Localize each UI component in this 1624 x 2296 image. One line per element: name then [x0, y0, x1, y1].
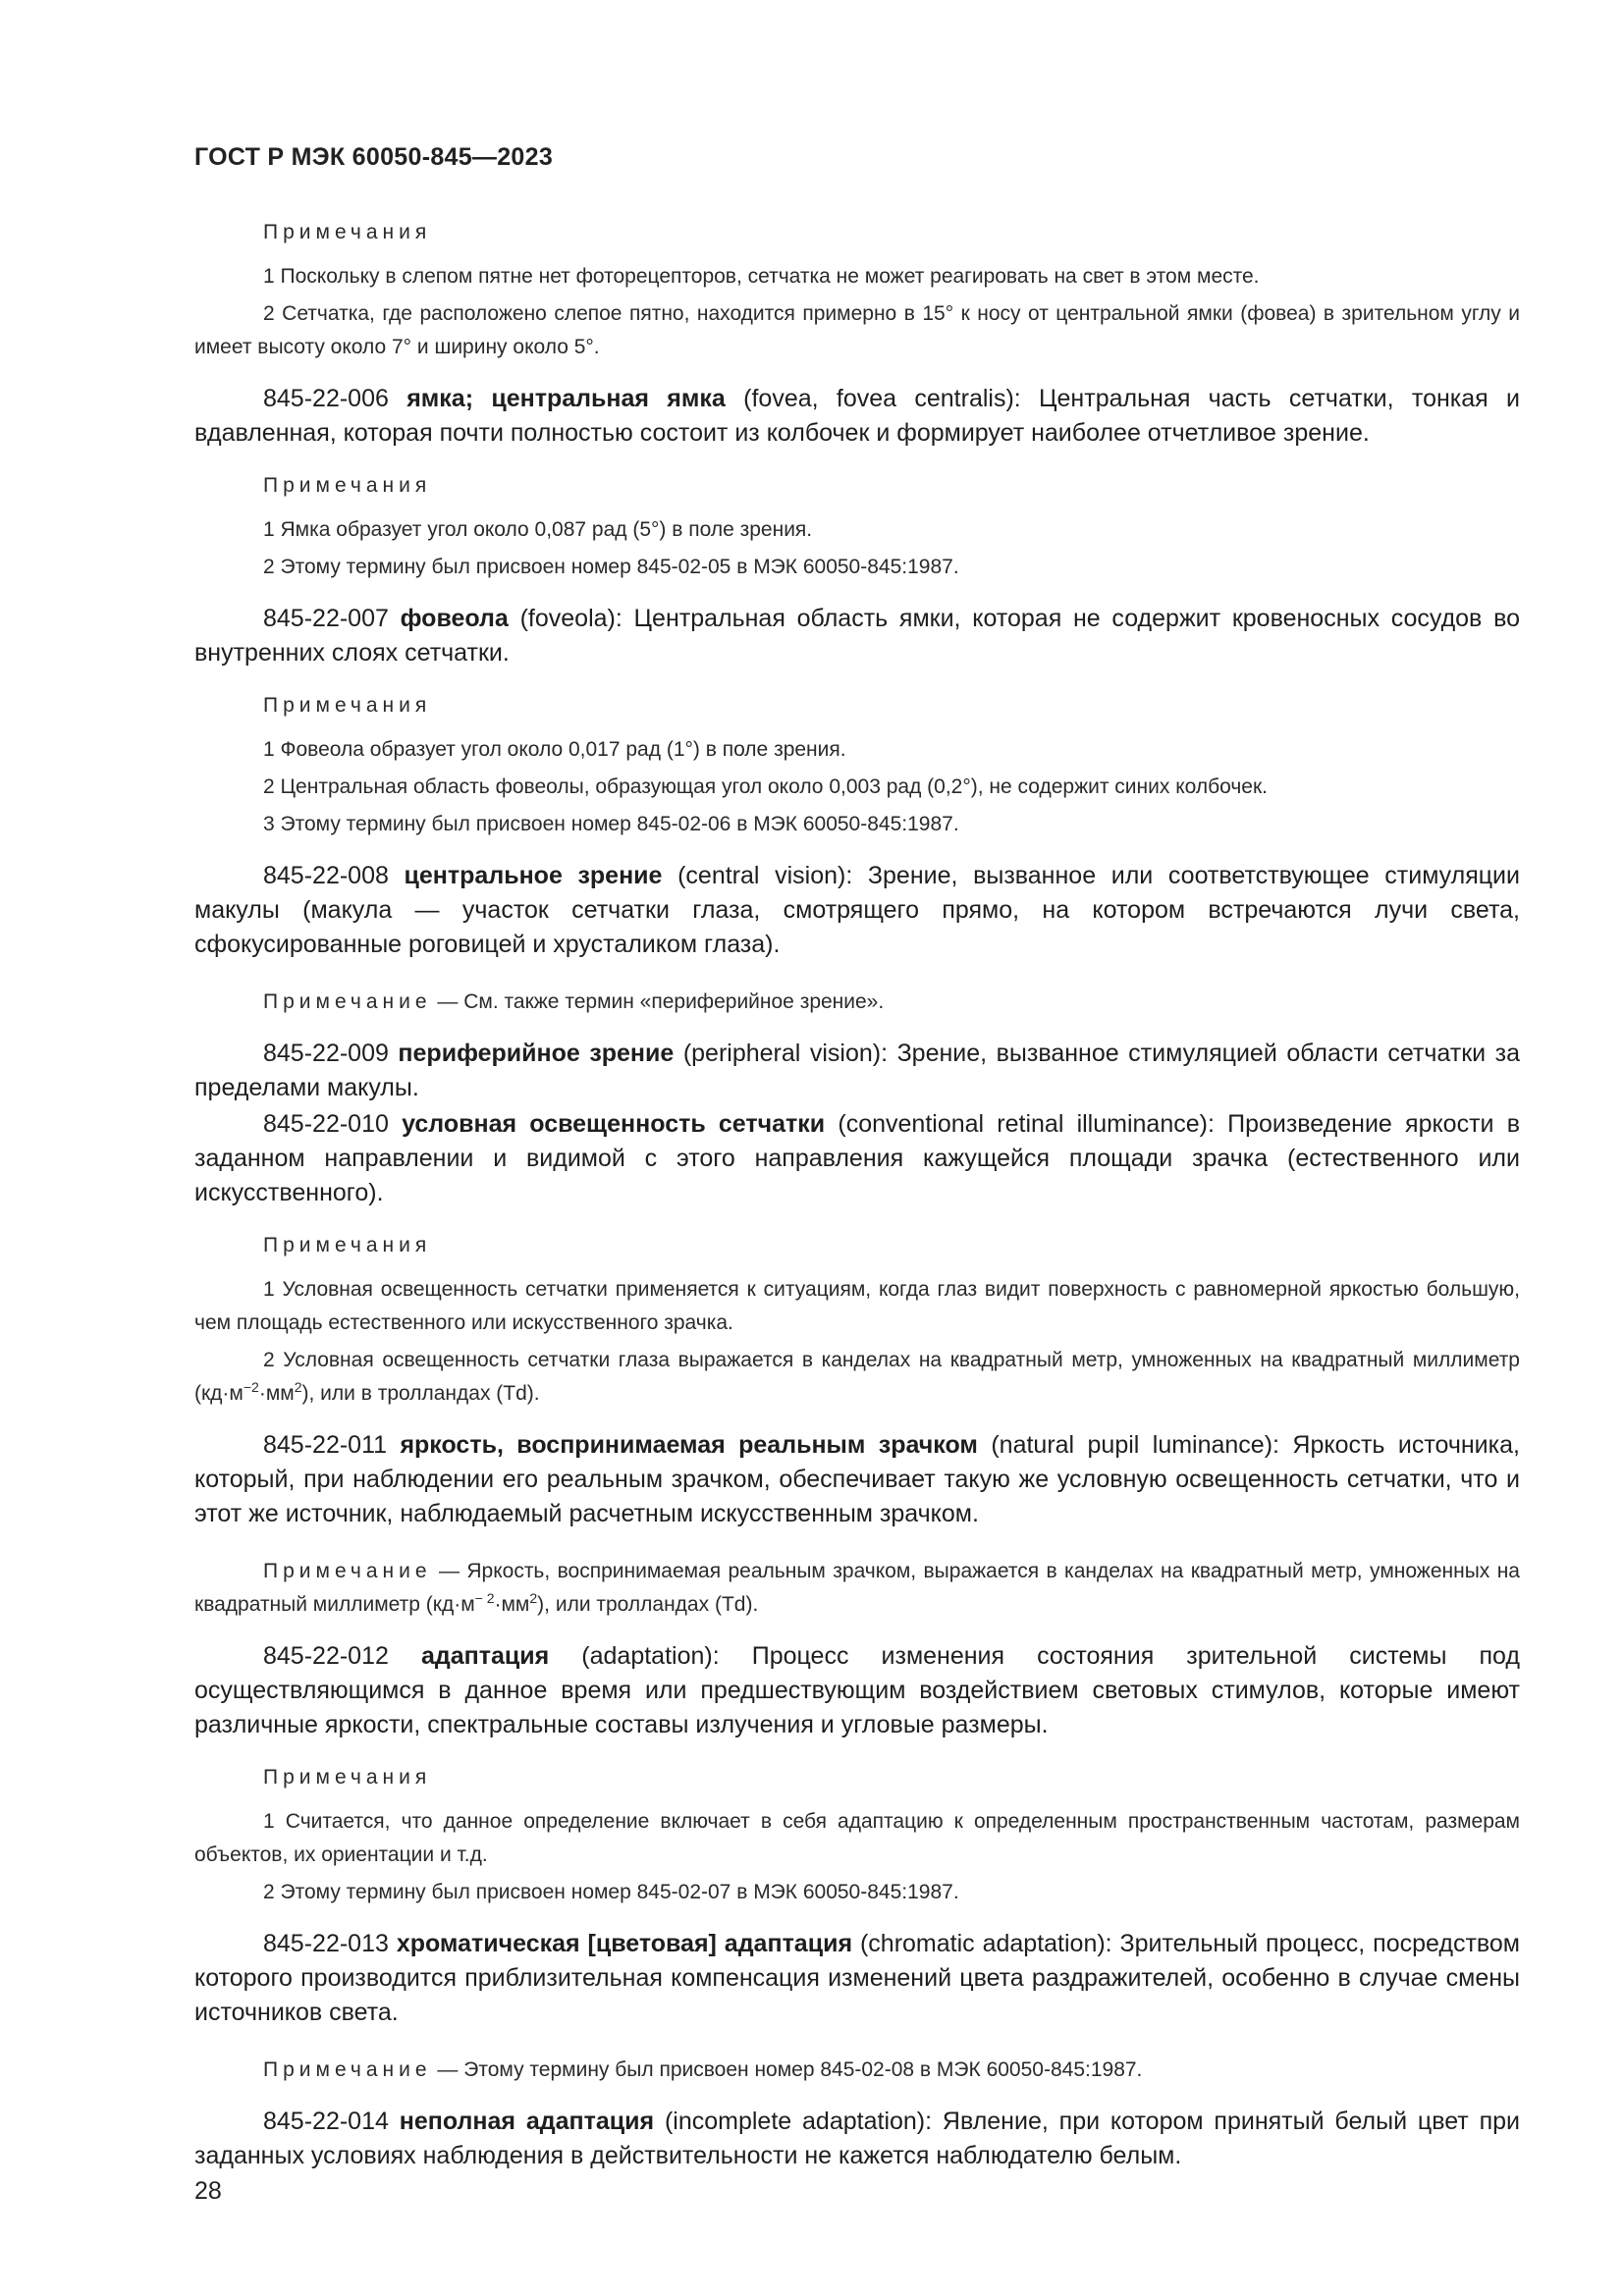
note-text: 2 Условная освещенность сетчатки глаза выражается в канделах на квадратный метр, умноженных на квадратный миллиметр (кд·м	[194, 1349, 1520, 1405]
note-text: — Этому термину был присвоен номер 845-02-08 в МЭК 60050-845:1987.	[437, 2058, 1143, 2081]
term-number: 845-22-012	[263, 1642, 389, 1670]
term-number: 845-22-007	[263, 605, 389, 632]
term-number: 845-22-010	[263, 1110, 389, 1138]
notes-title: Примечания	[263, 1766, 432, 1789]
notes-title: Примечания	[263, 1234, 432, 1256]
superscript: 2	[294, 1379, 302, 1395]
term-number: 845-22-006	[263, 385, 389, 412]
note	[194, 1555, 1520, 1622]
note-label: Примечание	[263, 990, 432, 1013]
term-number: 845-22-008	[263, 862, 389, 889]
term-number: 845-22-011	[263, 1431, 388, 1459]
note: 1 Фовеола образует угол около 0,017 рад (1°) в поле зрения.	[263, 738, 846, 761]
term-name: неполная адаптация	[399, 2108, 655, 2135]
term-entry-013	[194, 1927, 1520, 2030]
term-number: 845-22-009	[263, 1040, 389, 1067]
note-text: ·мм	[494, 1593, 530, 1616]
term-name: хроматическая [цветовая] адаптация	[396, 1930, 853, 1957]
note-label: Примечание	[263, 1560, 432, 1582]
term-definition: (central vision): Зрение, вызванное или соответствующее стимуляции макулы (макула — участок сетчатки глаза, смотрящего прямо, на котором встречаются лучи света, сфокусированные роговицей и хрусталиком глаза).	[194, 862, 1520, 958]
superscript: 2	[529, 1590, 538, 1606]
note	[194, 1344, 1520, 1411]
note-text: ·мм	[258, 1382, 295, 1405]
note: 2 Сетчатка, где расположено слепое пятно, находится примерно в 15° к носу от центральной ямки (фовеа) в зрительном углу и имеет высоту около 7° и ширину около 5°.	[194, 302, 1520, 358]
notes-title: Примечания	[263, 694, 432, 717]
term-number: 845-22-014	[263, 2108, 389, 2135]
page-number: 28	[194, 2177, 222, 2205]
notes-title: Примечания	[263, 221, 432, 243]
note: 1 Ямка образует угол около 0,087 рад (5°) в поле зрения.	[263, 518, 813, 541]
note-text: ), или тролландах (Td).	[537, 1593, 759, 1616]
document-page	[194, 143, 1520, 2197]
term-entry-010	[194, 1107, 1520, 1210]
note: 1 Поскольку в слепом пятне нет фоторецепторов, сетчатка не может реагировать на свет в этом месте.	[263, 265, 1260, 288]
term-definition: (adaptation): Процесс изменения состояния зрительной системы под осуществляющимся в данное время или предшествующим воздействием световых стимулов, которые имеют различные яркости, спектральные составы излучения и угловые размеры.	[194, 1642, 1520, 1738]
term-name: центральное зрение	[404, 862, 663, 889]
note-text: — Яркость, воспринимаемая реальным зрачком, выражается в канделах на квадратный метр, умноженных на квадратный миллиметр (кд·м	[194, 1560, 1520, 1616]
term-entry-012	[194, 1639, 1520, 1742]
note	[194, 2054, 1520, 2087]
standard-header: ГОСТ Р МЭК 60050-845—2023	[194, 143, 554, 171]
term-name: ямка; центральная ямка	[406, 385, 726, 412]
term-entry-008	[194, 859, 1520, 962]
term-definition: (foveola): Центральная область ямки, которая не содержит кровеносных сосудов во внутренних слоях сетчатки.	[194, 605, 1520, 667]
term-definition: (chromatic adaptation): Зрительный процесс, посредством которого производится приблизительная компенсация изменений цвета раздражителей, особенно в случае смены источников света.	[194, 1930, 1520, 2026]
term-entry-014	[194, 2105, 1520, 2173]
note: 2 Этому термину был присвоен номер 845-02-07 в МЭК 60050-845:1987.	[263, 1881, 959, 1903]
note: 1 Условная освещенность сетчатки применяется к ситуациям, когда глаз видит поверхность с равномерной яркостью большую, чем площадь естественного или искусственного зрачка.	[194, 1278, 1520, 1334]
note: 3 Этому термину был присвоен номер 845-02-06 в МЭК 60050-845:1987.	[263, 813, 959, 835]
term-number: 845-22-013	[263, 1930, 389, 1957]
term-definition: (natural pupil luminance): Яркость источника, который, при наблюдении его реальным зрачком, обеспечивает такую же условную освещенность сетчатки, что и этот же источник, наблюдаемый расчетным искусственным зрачком.	[194, 1431, 1520, 1527]
note: 2 Этому термину был присвоен номер 845-02-05 в МЭК 60050-845:1987.	[263, 556, 959, 578]
term-entry-007	[194, 602, 1520, 670]
notes-title: Примечания	[263, 474, 432, 497]
term-name: адаптация	[420, 1642, 550, 1670]
term-definition: (fovea, fovea centralis): Центральная часть сетчатки, тонкая и вдавленная, которая почти полностью состоит из колбочек и формирует наиболее отчетливое зрение.	[194, 385, 1521, 447]
term-name: фовеола	[400, 605, 509, 632]
note-label: Примечание	[263, 2058, 432, 2081]
superscript: − 2	[474, 1590, 495, 1606]
note: 2 Центральная область фовеолы, образующая угол около 0,003 рад (0,2°), не содержит синих колбочек.	[263, 775, 1268, 798]
term-entry-006	[194, 382, 1520, 451]
term-definition: (peripheral vision): Зрение, вызванное стимуляцией области сетчатки за пределами макулы.	[194, 1040, 1520, 1101]
superscript: −2	[243, 1379, 259, 1395]
term-entry-011	[194, 1428, 1520, 1531]
term-name: яркость, воспринимаемая реальным зрачком	[400, 1431, 978, 1459]
note-text: ), или в тролландах (Td).	[301, 1382, 540, 1405]
term-definition: (incomplete adaptation): Явление, при котором принятый белый цвет при заданных условиях наблюдения в действительности не кажется наблюдателю белым.	[194, 2108, 1520, 2169]
note-text: — См. также термин «периферийное зрение».	[437, 990, 885, 1013]
term-name: периферийное зрение	[398, 1040, 675, 1067]
term-name: условная освещенность сетчатки	[402, 1110, 826, 1138]
term-definition: (conventional retinal illuminance): Произведение яркости в заданном направлении и видимой с этого направления кажущейся площади зрачка (естественного или искусственного).	[194, 1110, 1520, 1206]
note	[194, 986, 1520, 1019]
note: 1 Считается, что данное определение включает в себя адаптацию к определенным пространственным частотам, размерам объектов, их ориентации и т.д.	[194, 1810, 1520, 1866]
term-entry-009	[194, 1037, 1520, 1105]
